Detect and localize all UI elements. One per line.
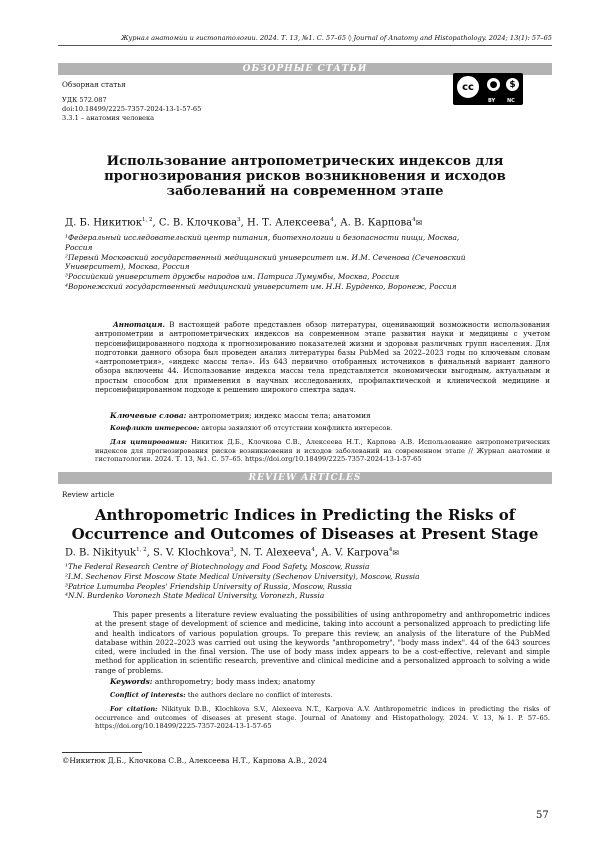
citation-text: Nikityuk D.B., Klochkova S.V., Alexeeva N.T., Karpova A.V. Anthropometric indices in predicting the risks of occurrence and outcomes of diseases at present stage. Journal of Anatomy and Histopathology. 2024. V. 13, №1. P. 57–65. https://doi.org/10.18499/2225-7357-2024-13-1-57-65 bbox=[95, 705, 550, 731]
keywords-ru bbox=[110, 411, 371, 420]
keywords-text: anthropometry; body mass index; anatomy bbox=[154, 677, 316, 686]
cc-by-label: BY bbox=[488, 98, 496, 104]
conflict-en bbox=[110, 691, 333, 699]
citation-text: Никитюк Д.Б., Клочкова С.В., Алексеева Н.Т., Карпова А.В. Использование антропометрических индексов для прогнозирования рисков возникновения и исходов заболеваний на современном этапе // Журнал анатомии и гистопатологии. 2024. Т. 13, №1. С. 57–65. https://doi.org/10.18499/2225-7357-2024-13-1-57-65 bbox=[95, 438, 550, 464]
attribution-icon: ● bbox=[485, 76, 502, 93]
citation-en bbox=[95, 705, 550, 731]
article-title-ru: Использование антропометрических индексов для прогнозирования рисков возникновения и исходов заболеваний на современном этапе bbox=[104, 154, 506, 199]
abstract-text: This paper presents a literature review evaluating the possibilities of using anthropometry and anthropometric indices at the present stage of development of science and medicine, taking into account a personalized approach to predicting life and health indicators of various population groups. To prepare this review, an analysis of the literature of the PubMed database within 2022–2023 was carried out using the keywords "anthropometry", "body mass index". 44 of the 643 sources cited, were included in the final version. The use of body mass index appears to be a cost-effective, relevant and simple method for application in scientific research, preventive and clinical medicine and a personalized approach to solving a wide range of problems. bbox=[95, 610, 550, 675]
citation-label: For citation: bbox=[110, 705, 158, 713]
abstract-text: В настоящей работе представлен обзор литературы, оценивающий возможности использования антропометрии и антропометрических индексов на современном этапе развития науки и медицины с учетом персонифицированного подхода к прогнозированию показателей жизни и здоровья различных групп населения. Для подготовки данного обзора был проведен анализ литературы базы PubMed за 2022–2023 годы по ключевым словам «антропометрия», «индекс массы тела». Из 643 первично отобранных источников в финальный вариант данного обзора включены 44. Использование индекса массы тела представляется экономически выгодным, актуальным и простым способом для применения в научных исследованиях, профилактической и клинической медицине и персонифицированном подходе к решению широкого спектра задач. bbox=[95, 320, 550, 394]
keywords-en bbox=[110, 677, 315, 686]
specialty-code: 3.3.1 – анатомия человека bbox=[62, 114, 155, 122]
keywords-label: Keywords: bbox=[110, 677, 153, 686]
author-name: N. T. Alexeeva bbox=[239, 547, 312, 559]
footnote-divider bbox=[62, 752, 142, 753]
conflict-text: авторы заявляют об отсутствии конфликта интересов. bbox=[201, 424, 393, 432]
noncommercial-icon: $ bbox=[504, 76, 521, 93]
copyright-footnote: ©Никитюк Д.Б., Клочкова С.В., Алексеева Н.Т., Карпова А.В., 2024 bbox=[62, 756, 328, 765]
author-affiliation-ref: 1, 2 bbox=[141, 217, 153, 223]
affiliation-item: ³Российский университет дружбы народов им. Патриса Лумумбы, Москва, Россия bbox=[65, 272, 400, 282]
abstract-en bbox=[95, 610, 550, 675]
author-name: А. В. Карпова bbox=[340, 217, 413, 229]
section-band-ru: ОБЗОРНЫЕ СТАТЬИ bbox=[58, 63, 552, 75]
envelope-icon: ✉ bbox=[392, 548, 400, 558]
cc-logo-icon: cc bbox=[455, 74, 481, 100]
author-name: S. V. Klochkova bbox=[152, 547, 231, 559]
envelope-icon: ✉ bbox=[415, 218, 423, 228]
author-affiliation-ref: 4 bbox=[388, 547, 393, 553]
conflict-label: Конфликт интересов: bbox=[110, 424, 200, 432]
author-name: D. B. Nikityuk bbox=[65, 547, 137, 559]
conflict-ru bbox=[110, 424, 392, 432]
article-type-en: Review article bbox=[62, 490, 115, 499]
keywords-label: Ключевые слова: bbox=[110, 411, 187, 420]
author-affiliation-ref: 3 bbox=[230, 547, 234, 553]
doi: doi:10.18499/2225-7357-2024-13-1-57-65 bbox=[62, 105, 202, 113]
udk: УДК 572.087 bbox=[62, 96, 107, 104]
article-title-en: Anthropometric Indices in Predicting the Risks of Occurrence and Outcomes of Diseases at Present Stage bbox=[71, 506, 539, 543]
conflict-text: the authors declare no conflict of interests. bbox=[187, 691, 333, 699]
affiliation-item: ⁴Воронежский государственный медицинский университет им. Н.Н. Бурденко, Воронеж, Россия bbox=[65, 281, 457, 291]
article-type-ru: Обзорная статья bbox=[62, 80, 126, 89]
author-affiliation-ref: 4 bbox=[330, 217, 334, 223]
affiliation-item: ³Patrice Lumumba Peoples' Friendship University of Russia, Moscow, Russia bbox=[65, 581, 352, 591]
authors-ru: Д. Б. Никитюк$^{1, 2}$, С. В. Клочкова$^3$, Н. Т. Алексеева$^4$, А. В. Карпова$^4$✉ bbox=[65, 217, 423, 229]
affiliation-item: ⁴N.N. Burdenko Voronezh State Medical University, Voronezh, Russia bbox=[65, 591, 325, 601]
cc-license-icon bbox=[453, 73, 523, 105]
author-affiliation-ref: 4 bbox=[412, 217, 416, 223]
author-affiliation-ref: 4 bbox=[311, 547, 315, 553]
author-name: Н. Т. Алексеева bbox=[247, 217, 331, 229]
cc-nc-label: NC bbox=[507, 98, 515, 104]
running-header: Журнал анатомии и гистопатологии. 2024. Т. 13, №1. С. 57–65 ◊ Journal of Anatomy and Histopathology. 2024; 13(1): 57–65 bbox=[121, 34, 552, 42]
affiliation-item: ¹The Federal Research Centre of Biotechnology and Food Safety, Moscow, Russia bbox=[65, 562, 370, 571]
authors-en: D. B. Nikityuk$^{1, 2}$, S. V. Klochkova$^3$, N. T. Alexeeva$^4$, A. V. Karpova$^4$✉ bbox=[65, 547, 400, 559]
keywords-text: антропометрия; индекс массы тела; анатомия bbox=[188, 411, 371, 420]
header-divider bbox=[58, 45, 552, 46]
affiliations-ru bbox=[65, 233, 485, 292]
affiliation-item: ²I.M. Sechenov First Moscow State Medical University (Sechenov University), Moscow, Russia bbox=[65, 571, 420, 581]
affiliation-item: ¹Федеральный исследовательский центр питания, биотехнологии и безопасности пищи, Москва, Россия bbox=[65, 233, 460, 252]
author-affiliation-ref: 1, 2 bbox=[136, 547, 147, 553]
conflict-label: Conflict of interests: bbox=[110, 691, 186, 699]
author-name: A. V. Karpova bbox=[321, 547, 389, 559]
abstract-label: Аннотация. bbox=[113, 320, 165, 329]
citation-ru bbox=[95, 438, 550, 464]
author-affiliation-ref: 3 bbox=[237, 217, 241, 223]
abstract-ru bbox=[95, 320, 550, 394]
page-number: 57 bbox=[536, 810, 549, 821]
affiliation-item: ²Первый Московский государственный медицинский университет им. И.М. Сеченова (Сеченовский Университет), Москва, Россия bbox=[65, 252, 466, 272]
section-band-en: REVIEW ARTICLES bbox=[58, 472, 552, 484]
citation-label: Для цитирования: bbox=[110, 438, 188, 446]
author-name: Д. Б. Никитюк bbox=[65, 217, 142, 229]
affiliations-en bbox=[65, 562, 535, 601]
author-name: С. В. Клочкова bbox=[158, 217, 238, 229]
